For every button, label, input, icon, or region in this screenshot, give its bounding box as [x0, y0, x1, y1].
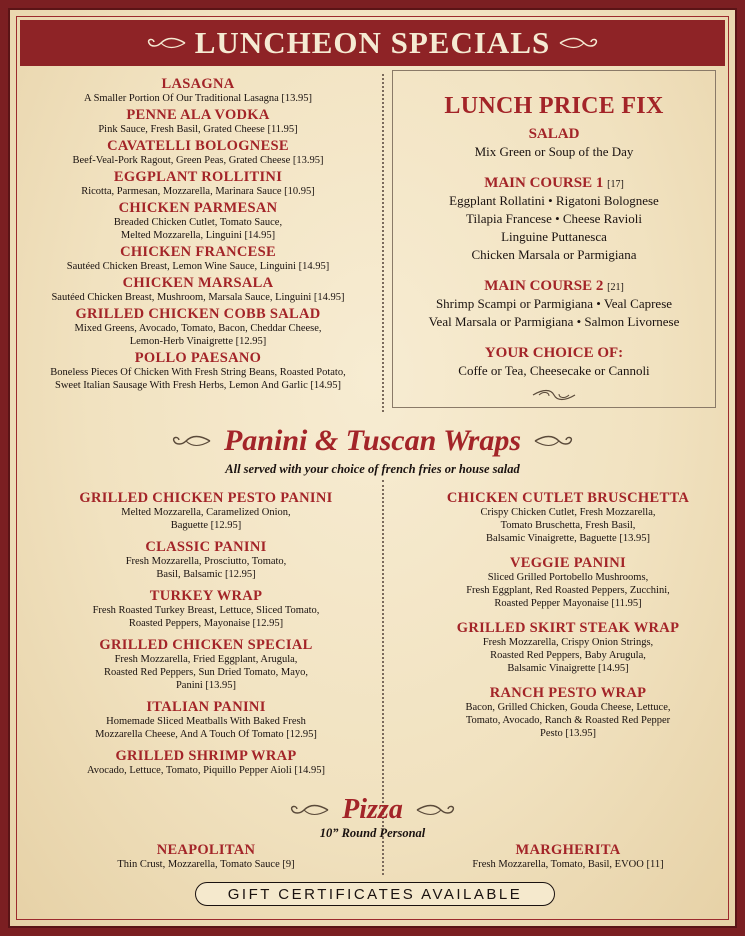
menu-item-desc: Melted Mozzarella, Caramelized Onion, — [121, 507, 291, 518]
main2-line: Veal Marsala or Parmigiana • Salmon Livornese — [428, 314, 680, 329]
salad-heading: SALAD — [528, 126, 580, 142]
salad-line: Mix Green or Soup of the Day — [474, 144, 634, 159]
menu-item-desc: Sweet Italian Sausage With Fresh Herbs, Lemon And Garlic [14.95] — [54, 380, 342, 391]
flourish-right-icon — [558, 35, 604, 51]
menu-item-desc: Fresh Mozzarella, Prosciutto, Tomato, — [125, 556, 287, 567]
menu-item-desc: Ricotta, Parmesan, Mozzarella, Marinara Sauce [10.95] — [81, 186, 315, 197]
choice-heading: YOUR CHOICE OF: — [484, 345, 624, 361]
pizza-item-title: NEAPOLITAN — [156, 842, 256, 858]
menu-item-desc: Beef-Veal-Pork Ragout, Green Peas, Grated Cheese [13.95] — [72, 155, 324, 166]
menu-item-title: CLASSIC PANINI — [145, 539, 267, 555]
menu-item-title: GRILLED CHICKEN PESTO PANINI — [79, 490, 333, 506]
menu-item-desc: Bacon, Grilled Chicken, Gouda Cheese, Lettuce, — [465, 702, 671, 713]
menu-item-title: CHICKEN CUTLET BRUSCHETTA — [446, 490, 690, 506]
menu-item — [26, 200, 370, 242]
pizza-item-desc: Thin Crust, Mozzarella, Tomato Sauce [9] — [117, 859, 295, 870]
pizza-item — [398, 842, 738, 871]
flourish-left-icon — [141, 35, 187, 51]
menu-item — [398, 685, 738, 740]
menu-item-desc: Crispy Chicken Cutlet, Fresh Mozzarella, — [480, 507, 656, 518]
menu-item-title: RANCH PESTO WRAP — [489, 685, 647, 701]
menu-item-desc: Fresh Eggplant, Red Roasted Peppers, Zucchini, — [466, 585, 670, 596]
menu-item-desc: Tomato, Avocado, Ranch & Roasted Red Pepper — [465, 715, 671, 726]
price-fix-title: LUNCH PRICE FIX — [444, 93, 664, 119]
menu-item-desc: Baguette [12.95] — [170, 520, 242, 531]
menu-item-desc: Avocado, Lettuce, Tomato, Piquillo Pepper Aioli [14.95] — [86, 765, 325, 776]
main1-line: Chicken Marsala or Parmigiana — [471, 247, 637, 262]
menu-page — [8, 8, 737, 928]
menu-item-title: EGGPLANT ROLLITINI — [113, 169, 283, 185]
menu-item-desc: Boneless Pieces Of Chicken With Fresh String Beans, Roasted Potato, — [50, 367, 346, 378]
choice-line: Coffe or Tea, Cheesecake or Cannoli — [458, 363, 650, 378]
menu-item-desc: Mixed Greens, Avocado, Tomato, Bacon, Cheddar Cheese, — [74, 323, 322, 334]
menu-item-desc: Roasted Pepper Mayonaise [11.95] — [494, 598, 642, 609]
pizza-item — [36, 842, 376, 871]
menu-item-desc: Breaded Chicken Cutlet, Tomato Sauce, — [113, 217, 283, 228]
gift-certificates-badge: GIFT CERTIFICATES AVAILABLE — [195, 882, 555, 906]
menu-item — [36, 699, 376, 741]
menu-item-desc: Balsamic Vinaigrette [14.95] — [507, 663, 629, 674]
panini-subtitle: All served with your choice of french fries or house salad — [225, 462, 520, 476]
menu-item-title: CHICKEN FRANCESE — [120, 244, 276, 260]
menu-item — [36, 637, 376, 692]
menu-item — [26, 306, 370, 348]
main2-line: Shrimp Scampi or Parmigiana • Veal Caprese — [435, 296, 673, 311]
menu-item-desc: Fresh Mozzarella, Crispy Onion Strings, — [482, 637, 654, 648]
menu-item — [36, 748, 376, 777]
menu-item-title: CHICKEN MARSALA — [122, 275, 274, 291]
menu-item-desc: Pesto [13.95] — [540, 728, 596, 739]
menu-item-desc: Roasted Peppers, Mayonaise [12.95] — [128, 618, 284, 629]
menu-item — [26, 244, 370, 273]
menu-item-desc: Panini [13.95] — [175, 680, 237, 691]
menu-item-title: LASAGNA — [161, 76, 235, 92]
menu-item-title: TURKEY WRAP — [149, 588, 263, 604]
pizza-title: Pizza — [342, 794, 403, 825]
menu-item-title: GRILLED SHRIMP WRAP — [115, 748, 297, 764]
menu-item — [26, 76, 370, 105]
menu-item-title: CHICKEN PARMESAN — [118, 200, 278, 216]
pizza-item-desc: Fresh Mozzarella, Tomato, Basil, EVOO [11] — [472, 859, 664, 870]
menu-item-desc: Homemade Sliced Meatballs With Baked Fresh — [106, 716, 306, 727]
panini-right-list — [398, 490, 738, 740]
menu-item-desc: Fresh Mozzarella, Fried Eggplant, Arugula, — [114, 654, 298, 665]
menu-item — [36, 539, 376, 581]
menu-item-desc: Roasted Red Peppers, Sun Dried Tomato, Mayo, — [103, 667, 309, 678]
page-title: LUNCHEON SPECIALS — [194, 25, 551, 60]
menu-item — [398, 490, 738, 545]
menu-item-desc: A Smaller Portion Of Our Traditional Lasagna [13.95] — [83, 93, 313, 104]
panini-title: Panini & Tuscan Wraps — [223, 424, 522, 457]
menu-item-desc: Mozzarella Cheese, And A Touch Of Tomato [12.95] — [95, 729, 317, 740]
menu-item-desc: Sautéed Chicken Breast, Mushroom, Marsala Sauce, Linguini [14.95] — [51, 292, 345, 303]
price-fix-box — [392, 70, 716, 408]
menu-item-desc: Sautéed Chicken Breast, Lemon Wine Sauce, Linguini [14.95] — [66, 261, 330, 272]
flourish-left-icon — [284, 802, 330, 818]
main1-line: Eggplant Rollatini • Rigatoni Bolognese — [449, 193, 659, 208]
main-course-1-heading: MAIN COURSE 1 [17] — [484, 175, 624, 191]
menu-item-desc: Roasted Red Peppers, Baby Arugula, — [490, 650, 646, 661]
menu-item-desc: Balsamic Vinaigrette, Baguette [13.95] — [486, 533, 650, 544]
flourish-left-icon — [166, 433, 212, 449]
menu-item-title: GRILLED CHICKEN SPECIAL — [99, 637, 313, 653]
menu-item-title: VEGGIE PANINI — [509, 555, 627, 571]
menu-item-title: CAVATELLI BOLOGNESE — [107, 138, 289, 154]
header-banner — [20, 20, 725, 66]
main1-line: Linguine Puttanesca — [501, 229, 607, 244]
menu-item — [26, 107, 370, 136]
panini-left-list — [36, 490, 376, 777]
menu-item — [26, 138, 370, 167]
flourish-icon — [529, 388, 579, 402]
menu-item-title: GRILLED CHICKEN COBB SALAD — [75, 306, 321, 322]
menu-item-desc: Lemon-Herb Vinaigrette [12.95] — [129, 336, 267, 347]
specials-list — [26, 76, 370, 392]
menu-item — [398, 555, 738, 610]
menu-item-desc: Basil, Balsamic [12.95] — [156, 569, 256, 580]
pizza-heading — [10, 794, 735, 826]
divider-dotted — [382, 74, 384, 412]
menu-item-desc: Tomato Bruschetta, Fresh Basil, — [500, 520, 636, 531]
menu-item-title: PENNE ALA VODKA — [126, 107, 270, 123]
menu-item-title: POLLO PAESANO — [134, 350, 262, 366]
menu-item — [26, 350, 370, 392]
menu-item-desc: Fresh Roasted Turkey Breast, Lettuce, Sliced Tomato, — [92, 605, 320, 616]
main1-line: Tilapia Francese • Cheese Ravioli — [466, 211, 642, 226]
menu-item — [26, 275, 370, 304]
menu-item — [36, 490, 376, 532]
menu-item-title: ITALIAN PANINI — [146, 699, 266, 715]
menu-item-desc: Melted Mozzarella, Linguini [14.95] — [120, 230, 276, 241]
menu-item-desc: Sliced Grilled Portobello Mushrooms, — [487, 572, 649, 583]
menu-item — [36, 588, 376, 630]
menu-item-desc: Pink Sauce, Fresh Basil, Grated Cheese [11.95] — [98, 124, 298, 135]
panini-heading — [10, 424, 735, 458]
pizza-subtitle: 10” Round Personal — [319, 826, 426, 840]
flourish-right-icon — [533, 433, 579, 449]
menu-item — [398, 620, 738, 675]
menu-item-title: GRILLED SKIRT STEAK WRAP — [456, 620, 680, 636]
menu-item — [26, 169, 370, 198]
main-course-2-heading: MAIN COURSE 2 [21] — [484, 278, 624, 294]
pizza-item-title: MARGHERITA — [515, 842, 621, 858]
flourish-right-icon — [415, 802, 461, 818]
